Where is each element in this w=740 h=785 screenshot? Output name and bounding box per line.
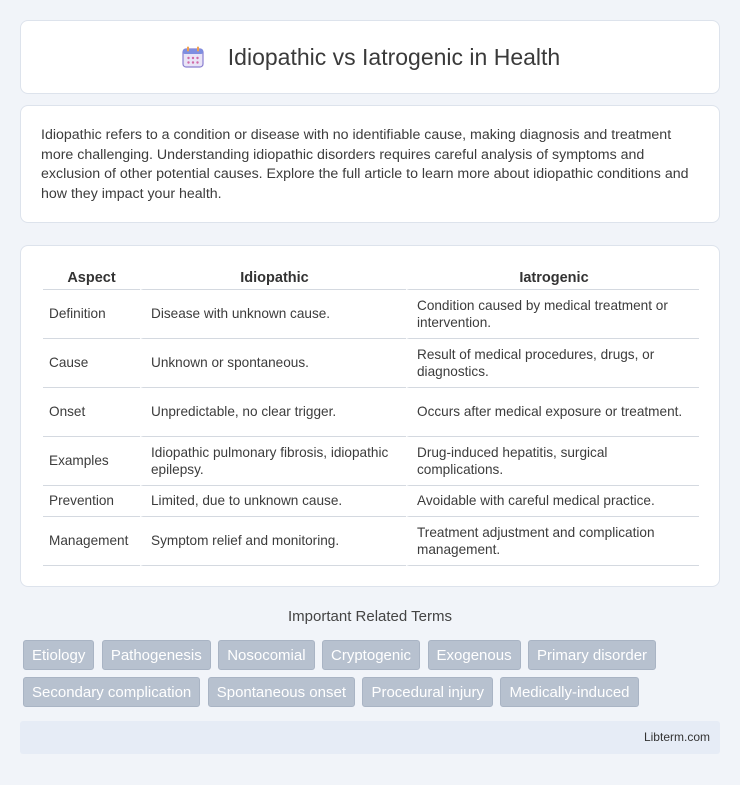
comparison-table xyxy=(43,266,699,566)
row-aspect: Prevention xyxy=(43,486,140,517)
table-header-row xyxy=(43,266,699,290)
column-header-aspect: Aspect xyxy=(43,266,140,290)
row-idiopathic: Unpredictable, no clear trigger. xyxy=(140,388,406,437)
related-terms-list xyxy=(23,640,723,714)
row-aspect: Onset xyxy=(43,388,140,437)
header-card xyxy=(20,20,720,94)
intro-text: Idiopathic refers to a condition or disease with no identifiable cause, making diagnosis and treatment more challenging. Understanding idiopathic disorders requires careful analysis of symptoms and exclusion of other potential causes. Explore the full article to learn more about idiopathic conditions and how they impact your health. xyxy=(41,127,689,202)
term-tag-secondary-complication[interactable]: Secondary complication xyxy=(23,677,200,707)
term-tag-etiology[interactable]: Etiology xyxy=(23,640,94,670)
row-iatrogenic: Drug-induced hepatitis, surgical complications. xyxy=(406,437,699,486)
term-tag-procedural-injury[interactable]: Procedural injury xyxy=(362,677,493,707)
term-tag-medically-induced[interactable]: Medically-induced xyxy=(500,677,638,707)
page-title: Idiopathic vs Iatrogenic in Health xyxy=(227,43,561,70)
table-row xyxy=(43,486,699,517)
intro-card xyxy=(20,105,720,223)
table-row xyxy=(43,437,699,486)
row-iatrogenic: Occurs after medical exposure or treatment. xyxy=(406,388,699,437)
row-idiopathic: Symptom relief and monitoring. xyxy=(140,517,406,566)
row-idiopathic: Limited, due to unknown cause. xyxy=(140,486,406,517)
term-tag-cryptogenic[interactable]: Cryptogenic xyxy=(322,640,420,670)
row-idiopathic: Unknown or spontaneous. xyxy=(140,339,406,388)
footer-site-link[interactable]: Libterm.com xyxy=(643,730,710,744)
row-aspect: Examples xyxy=(43,437,140,486)
row-aspect: Cause xyxy=(43,339,140,388)
table-row xyxy=(43,339,699,388)
term-tag-spontaneous-onset[interactable]: Spontaneous onset xyxy=(208,677,355,707)
comparison-table-card xyxy=(20,245,720,587)
row-iatrogenic: Treatment adjustment and complication management. xyxy=(406,517,699,566)
column-header-iatrogenic: Iatrogenic xyxy=(406,266,699,290)
row-iatrogenic: Condition caused by medical treatment or intervention. xyxy=(406,290,699,339)
term-tag-primary-disorder[interactable]: Primary disorder xyxy=(528,640,656,670)
column-header-idiopathic: Idiopathic xyxy=(140,266,406,290)
row-iatrogenic: Result of medical procedures, drugs, or diagnostics. xyxy=(406,339,699,388)
row-iatrogenic: Avoidable with careful medical practice. xyxy=(406,486,699,517)
row-idiopathic: Idiopathic pulmonary fibrosis, idiopathic epilepsy. xyxy=(140,437,406,486)
term-tag-exogenous[interactable]: Exogenous xyxy=(428,640,521,670)
table-row xyxy=(43,388,699,437)
table-row xyxy=(43,517,699,566)
related-terms-title: Important Related Terms xyxy=(288,608,452,625)
row-idiopathic: Disease with unknown cause. xyxy=(140,290,406,339)
row-aspect: Definition xyxy=(43,290,140,339)
row-aspect: Management xyxy=(43,517,140,566)
footer xyxy=(20,721,720,754)
term-tag-nosocomial[interactable]: Nosocomial xyxy=(218,640,314,670)
table-row xyxy=(43,290,699,339)
calendar-icon xyxy=(180,44,206,70)
term-tag-pathogenesis[interactable]: Pathogenesis xyxy=(102,640,211,670)
